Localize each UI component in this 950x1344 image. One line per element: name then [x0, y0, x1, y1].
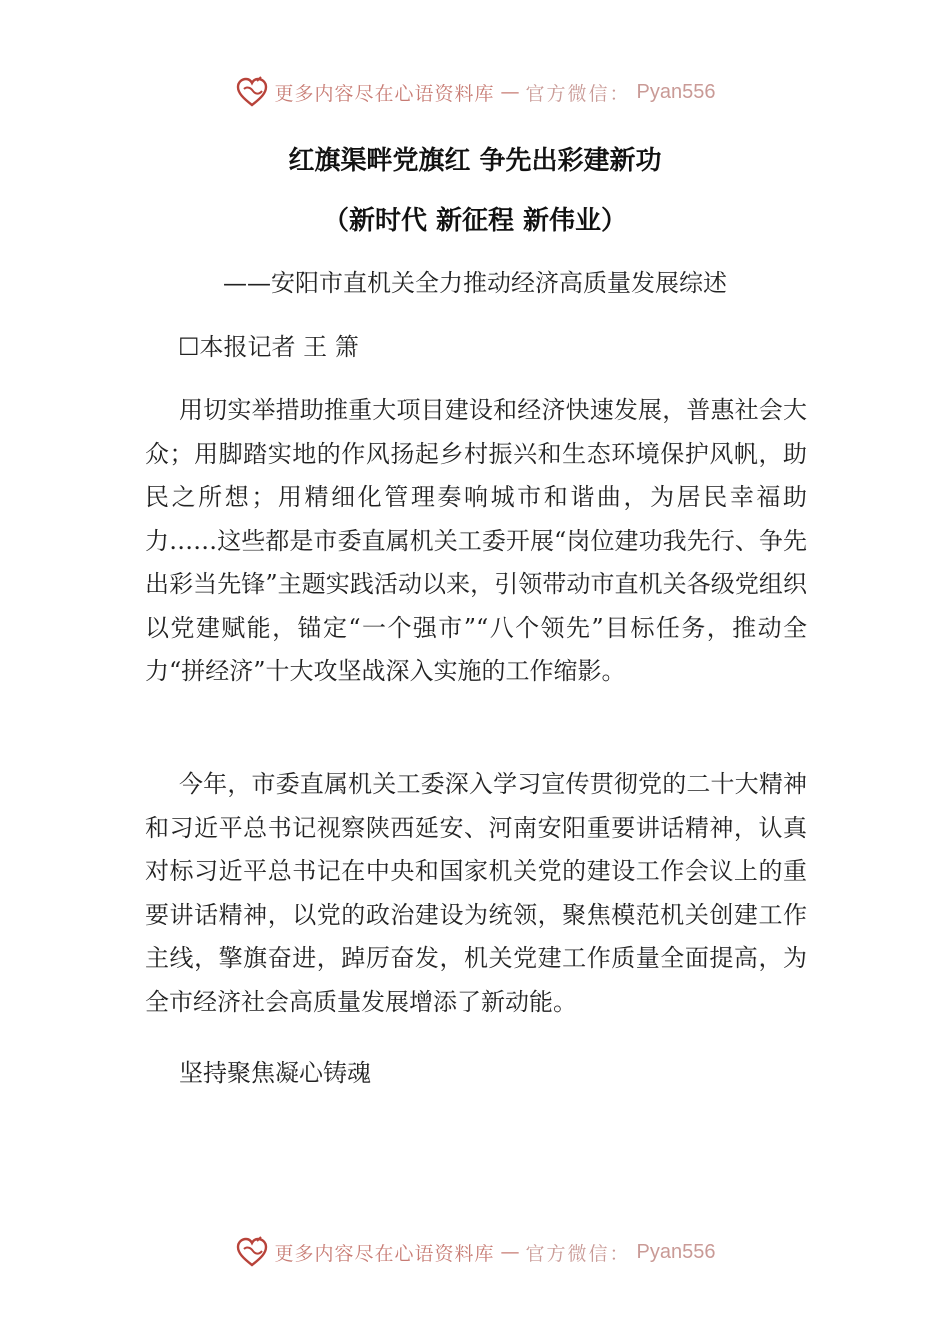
watermark-text: 更多内容尽在心语资料库: [274, 1242, 495, 1265]
article-title: 红旗渠畔党旗红 争先出彩建新功: [288, 146, 662, 176]
watermark-separator: —: [500, 81, 520, 103]
watermark-wechat-label: 官方微信：: [525, 82, 631, 105]
watermark-wechat-label: 官方微信：: [525, 1242, 631, 1265]
watermark-text: 更多内容尽在心语资料库: [274, 82, 495, 105]
body-paragraph: 用切实举措助推重大项目建设和经济快速发展，普惠社会大众；用脚踏实地的作风扬起乡村振兴和生态环境保护风帆，助民之所想；用精细化管理奏响城市和谐曲，为居民幸福助力……这些都是市委直属机关工委开展“岗位建功我先行、争先出彩当先锋”主题实践活动以来，引领带动市直机关各级党组织以党建赋能，锚定“一个强市”“八个领先”目标任务，推动全力“拼经济”十大攻坚战深入实施的工作缩影。: [145, 396, 807, 685]
watermark-wechat-id: Pyan556: [636, 80, 716, 103]
header-watermark: [0, 72, 950, 112]
article-byline: ☐本报记者 王 箫: [178, 333, 359, 361]
body-paragraph: 今年，市委直属机关工委深入学习宣传贯彻党的二十大精神和习近平总书记视察陕西延安、河南安阳重要讲话精神，认真对标习近平总书记在中央和国家机关党的建设工作会议上的重要讲话精神，以党的政治建设为统领，聚焦模范机关创建工作主线，擎旗奋进，踔厉奋发，机关党建工作质量全面提高，为全市经济社会高质量发展增添了新动能。: [145, 770, 807, 1016]
watermark-separator: —: [500, 1241, 520, 1263]
heart-logo-icon: [235, 1235, 269, 1269]
section-heading: 坚持聚焦凝心铸魂: [179, 1059, 371, 1087]
article-series: （新时代 新征程 新伟业）: [322, 206, 628, 236]
footer-watermark: [0, 1232, 950, 1272]
article-subtitle: ——安阳市直机关全力推动经济高质量发展综述: [223, 269, 727, 297]
heart-logo-icon: [235, 75, 269, 109]
watermark-wechat-id: Pyan556: [636, 1240, 716, 1263]
